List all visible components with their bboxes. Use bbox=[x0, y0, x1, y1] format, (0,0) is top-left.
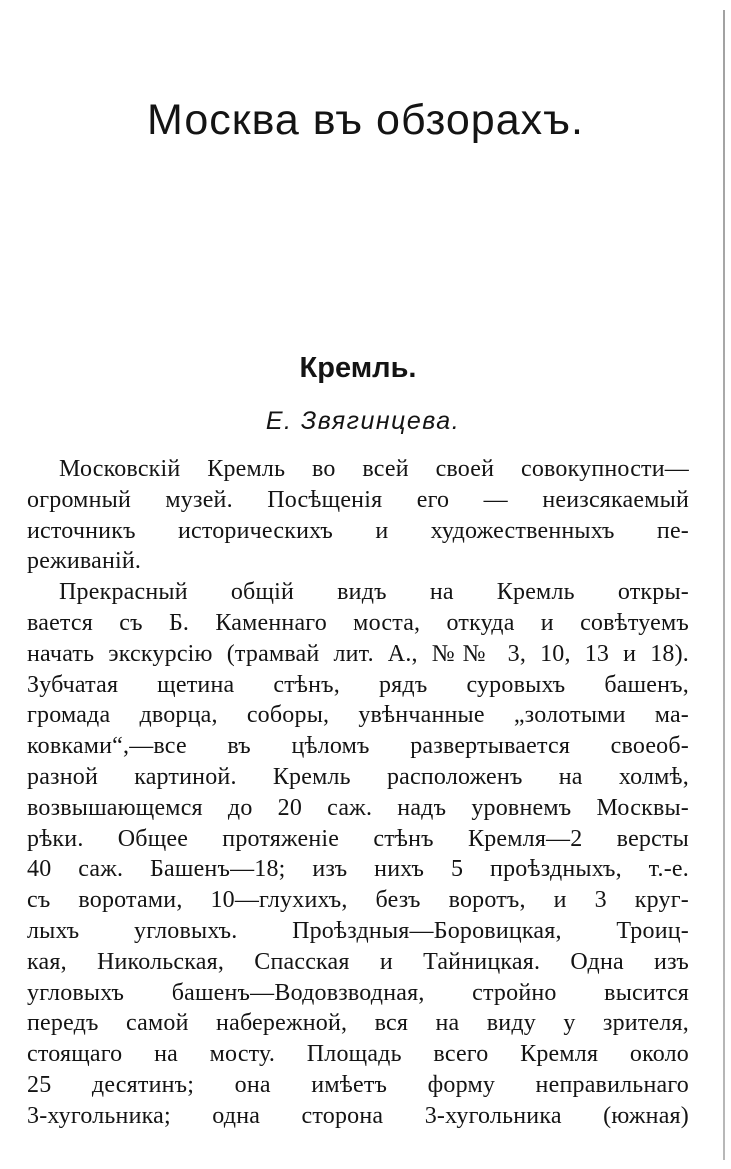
text-line: Зубчатая щетина стѣнъ, рядъ суровыхъ башенъ, bbox=[27, 671, 689, 698]
text-line: вается съ Б. Каменнаго моста, откуда и совѣтуемъ bbox=[27, 609, 689, 636]
text-line: стоящаго на мосту. Площадь всего Кремля около bbox=[27, 1041, 689, 1068]
text-line: лыхъ угловыхъ. Проѣздныя—Боровицкая, Троиц- bbox=[27, 917, 689, 944]
text-line: ковками“,—все въ цѣломъ развертывается своеоб- bbox=[27, 733, 689, 760]
book-title: Москва въ обзорахъ. bbox=[147, 96, 584, 144]
text-line: Московскій Кремль во всей своей совокупности— bbox=[59, 456, 689, 482]
text-line: реживаній. bbox=[27, 548, 142, 575]
text-line: разной картиной. Кремль расположенъ на холмѣ, bbox=[27, 763, 689, 790]
text-line: 3-хугольника; одна сторона 3-хугольника (южная) bbox=[27, 1102, 689, 1129]
text-line: угловыхъ башенъ—Водовзводная, стройно высится bbox=[27, 979, 689, 1006]
body-text bbox=[27, 454, 689, 1132]
section-author: Е. Звягинцева. bbox=[265, 407, 461, 435]
text-line: кая, Никольская, Спасская и Тайницкая. Одна изъ bbox=[27, 948, 689, 975]
text-line: 25 десятинъ; она имѣетъ форму неправильнаго bbox=[27, 1071, 689, 1098]
text-line: огромный музей. Посѣщенія его — неизсякаемый bbox=[27, 486, 689, 513]
text-line: Прекрасный общій видъ на Кремль откры- bbox=[59, 579, 689, 606]
text-line: источникъ историческихъ и художественныхъ пе- bbox=[27, 517, 689, 544]
text-line: начать экскурсію (трамвай лит. А., №№ 3, 10, 13 и 18). bbox=[27, 640, 689, 667]
page-edge-shadow bbox=[723, 10, 725, 1160]
text-line: передъ самой набережной, вся на виду у зрителя, bbox=[27, 1010, 689, 1037]
text-line: возвышающемся до 20 саж. надъ уровнемъ Москвы- bbox=[27, 794, 689, 821]
text-line: съ воротами, 10—глухихъ, безъ воротъ, и 3 круг- bbox=[27, 887, 689, 914]
section-title: Кремль. bbox=[299, 352, 417, 384]
text-line: 40 саж. Башенъ—18; изъ нихъ 5 проѣздныхъ, т.-е. bbox=[27, 856, 689, 883]
text-line: громада дворца, соборы, увѣнчанные „золотыми ма- bbox=[27, 702, 689, 729]
text-line: рѣки. Общее протяженіе стѣнъ Кремля—2 версты bbox=[27, 825, 689, 852]
